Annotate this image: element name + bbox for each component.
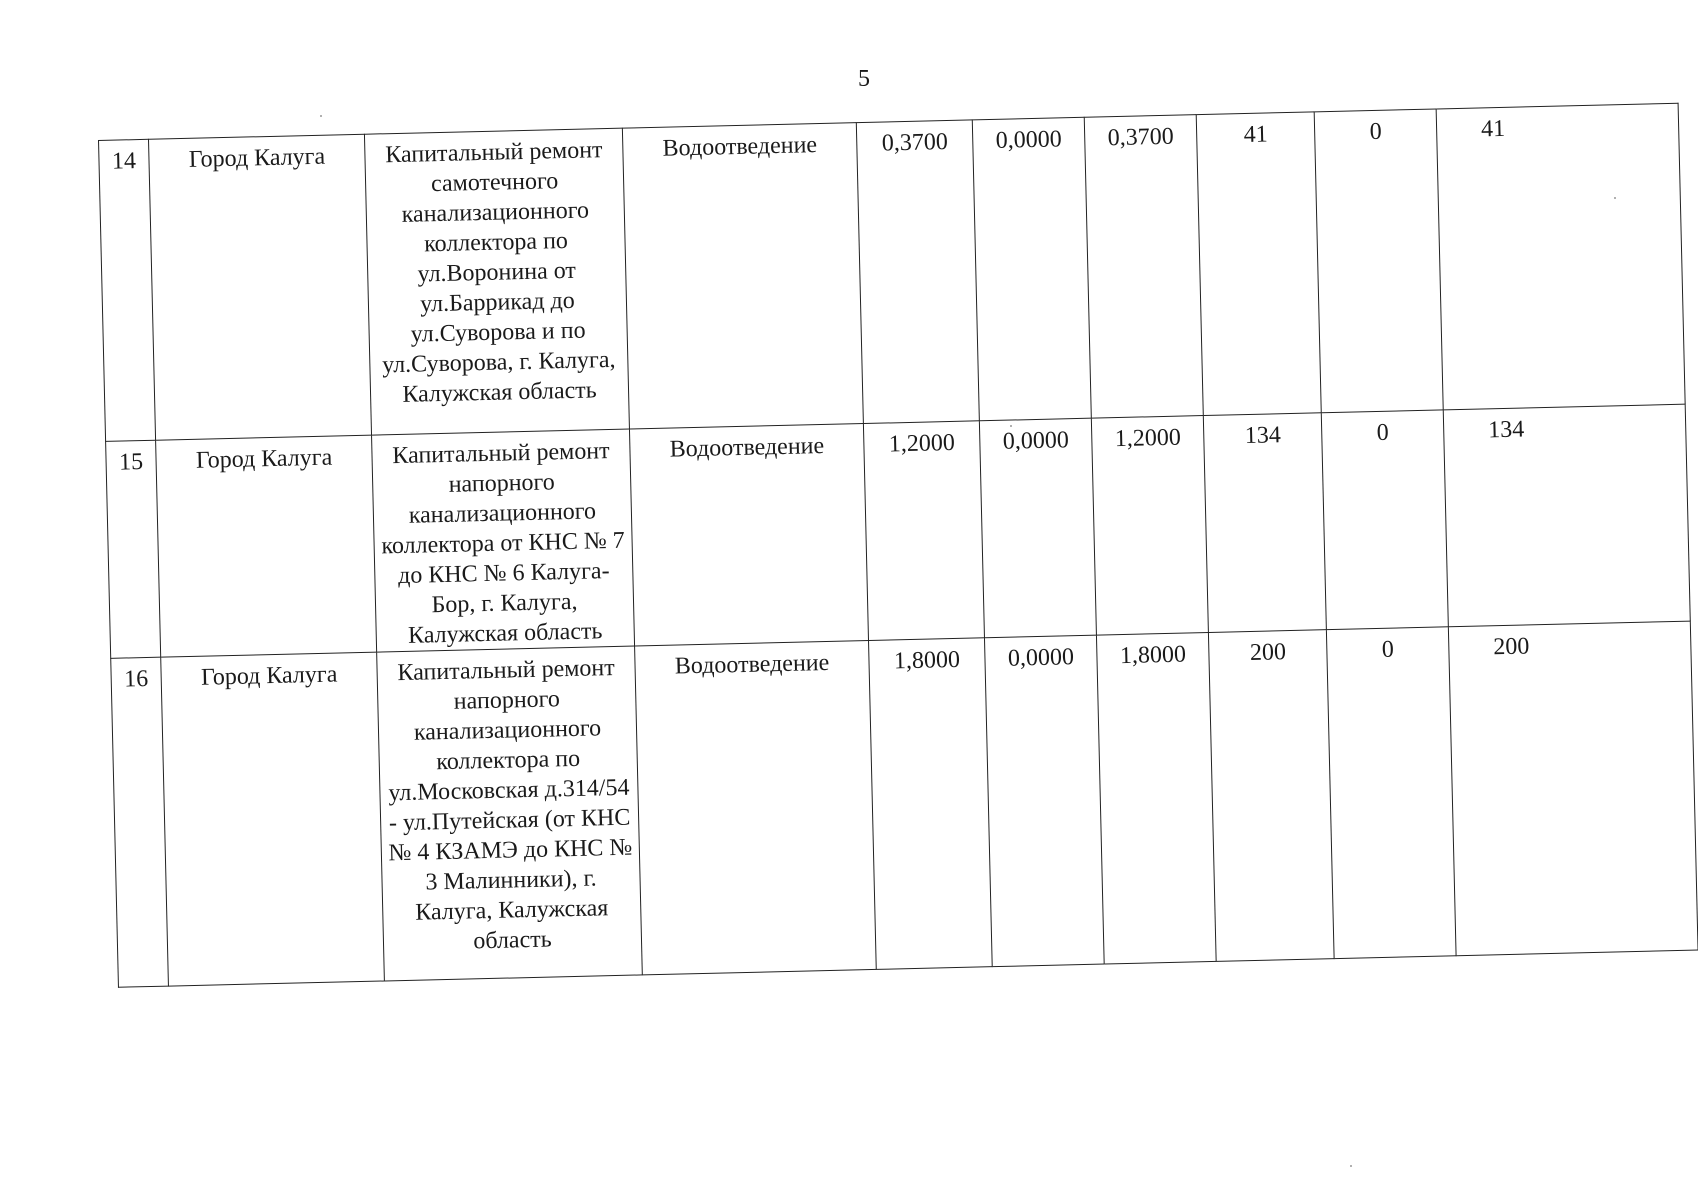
scan-speck xyxy=(320,115,322,117)
row-number-cell: 15 xyxy=(106,440,161,658)
value-4-cell: 134 xyxy=(1203,413,1326,633)
scan-speck xyxy=(1614,197,1616,199)
description-cell: Капитальный ремонт напорного канализационного коллектора по ул.Московская д.314/54 - ул.Путейская (от КНС № 4 КЗАМЭ до КНС № 3 Малинники), г. Калуга, Калужская область xyxy=(377,646,643,981)
value-3-cell: 1,2000 xyxy=(1091,416,1208,636)
scan-speck xyxy=(1010,425,1012,427)
value-3-cell: 0,3700 xyxy=(1084,115,1203,419)
description-cell: Капитальный ремонт самотечного канализационного коллектора по ул.Воронина от ул.Баррикад до ул.Суворова и по ул.Суворова, г. Калуга, Калужская область xyxy=(364,128,629,435)
value-5-cell: 0 xyxy=(1314,109,1443,413)
scan-speck xyxy=(1350,1165,1352,1167)
work-type-cell: Водоотведение xyxy=(635,640,877,974)
row-number-cell: 14 xyxy=(99,139,156,441)
work-type-cell: Водоотведение xyxy=(622,123,863,429)
region-cell: Город Калуга xyxy=(161,652,385,986)
value-5-cell: 0 xyxy=(1326,627,1456,959)
work-type-cell: Водоотведение xyxy=(629,424,868,646)
value-6-cell: 41 xyxy=(1436,103,1685,410)
works-table xyxy=(98,103,1698,988)
region-cell: Город Калуга xyxy=(148,134,371,440)
table-wrapper xyxy=(98,103,1698,988)
region-cell: Город Калуга xyxy=(156,435,377,657)
value-2-cell: 0,0000 xyxy=(972,117,1091,421)
value-3-cell: 1,8000 xyxy=(1096,632,1216,964)
value-4-cell: 200 xyxy=(1208,630,1334,962)
row-number-cell: 16 xyxy=(111,657,169,987)
table-row xyxy=(111,621,1698,987)
description-cell: Капитальный ремонт напорного канализационного коллектора от КНС № 7 до КНС № 6 Калуга-Бор, г. Калуга, Калужская область xyxy=(372,429,635,652)
value-1-cell: 1,2000 xyxy=(863,421,984,641)
value-5-cell: 0 xyxy=(1321,410,1448,630)
value-2-cell: 0,0000 xyxy=(979,418,1096,638)
value-4-cell: 41 xyxy=(1196,112,1321,416)
value-6-cell: 200 xyxy=(1448,621,1698,956)
page-number: 5 xyxy=(858,66,870,92)
value-1-cell: 1,8000 xyxy=(869,638,993,970)
value-6-cell: 134 xyxy=(1443,404,1690,627)
table-row xyxy=(99,103,1686,441)
table-row xyxy=(106,404,1691,658)
value-2-cell: 0,0000 xyxy=(984,635,1104,967)
value-1-cell: 0,3700 xyxy=(856,120,979,424)
